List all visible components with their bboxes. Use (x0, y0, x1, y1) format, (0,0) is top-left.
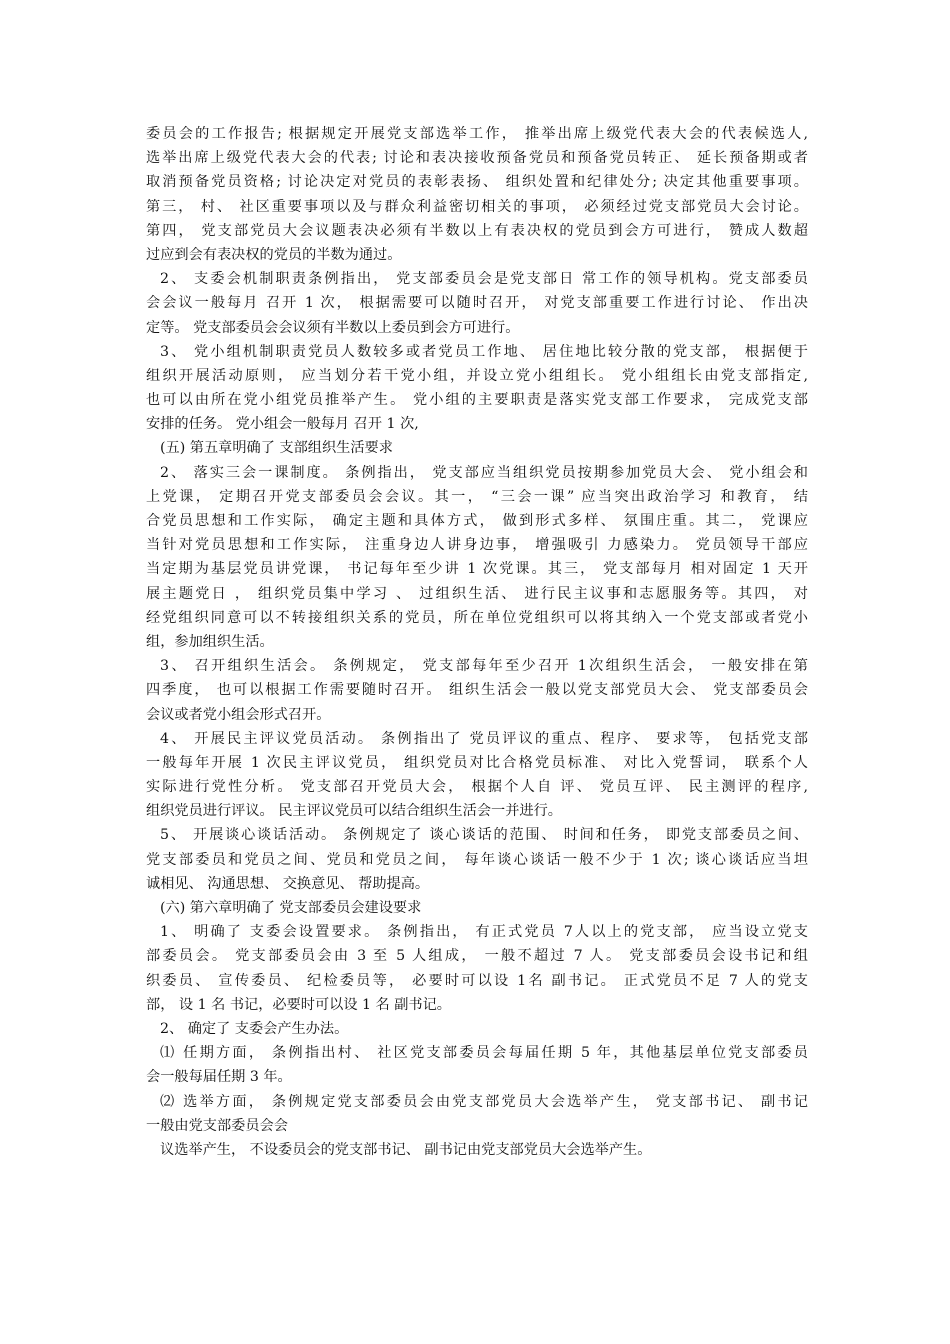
text-line: 当定期为基层党员讲党课， 书记每年至少讲 1 次党课。其三， 党支部每月 相对固定 1 天开 (146, 561, 808, 578)
text-line: ⑵ 选举方面， 条例规定党支部委员会由党支部党员大会选举产生， 党支部书记、 副书记 (160, 1093, 808, 1110)
document-body (146, 122, 808, 1162)
text-line: 部， 设 1 名 书记，必要时可以设 1 名 副书记。 (146, 996, 451, 1013)
text-line: 当针对党员思想和工作实际， 注重身边人讲身边事， 增强吸引 力感染力。 党员领导干部应 (146, 537, 808, 554)
text-line: 展主题党日 ， 组织党员集中学习 、 过组织生活、 进行民主议事和志愿服务等。其四， 对 (146, 585, 808, 602)
text-line: 1、 明确了 支委会设置要求。 条例指出， 有正式党员 7人以上的党支部， 应当设立党支 (160, 924, 808, 941)
text-line: (五) 第五章明确了 支部组织生活要求 (160, 440, 393, 457)
text-line: 5、 开展谈心谈话活动。 条例规定了 谈心谈话的范围、 时间和任务， 即党支部委员之间、 (160, 827, 808, 844)
text-line: 安排的任务。 党小组会一般每月 召开 1 次, (146, 416, 419, 433)
text-line: 2、 支委会机制职责条例指出， 党支部委员会是党支部日 常工作的领导机构。党支部委员 (160, 271, 808, 288)
text-line: 组织党员进行评议。 民主评议党员可以结合组织生活会一并进行。 (146, 803, 562, 820)
text-line: 2、 确定了 支委会产生办法。 (160, 1020, 349, 1037)
text-line: 实际进行党性分析。 党支部召开党员大会， 根据个人自 评、 党员互评、 民主测评的程序, (146, 779, 808, 796)
text-line: 第三， 村、 社区重要事项以及与群众利益密切相关的事项， 必须经过党支部党员大会讨论。 (146, 198, 808, 215)
text-line: 定等。 党支部委员会会议须有半数以上委员到会方可进行。 (146, 319, 520, 336)
text-line: 4、 开展民主评议党员活动。 条例指出了 党员评议的重点、程序、 要求等， 包括党支部 (160, 730, 808, 747)
text-line: 议选举产生， 不设委员会的党支部书记、 副书记由党支部党员大会选举产生。 (160, 1141, 652, 1158)
text-line: 组，参加组织生活。 (146, 633, 274, 650)
text-line: 合党员思想和工作实际， 确定主题和具体方式， 做到形式多样、 氛围庄重。其二， 党课应 (146, 513, 808, 529)
text-line: 部委员会。 党支部委员会由 3 至 5 人组成， 一般不超过 7 人。 党支部委员会设书记和组 (146, 948, 808, 965)
text-line: 会议或者党小组会形式召开。 (146, 706, 331, 723)
text-line: 织委员、 宣传委员、 纪检委员等， 必要时可以设 1名 副书记。 正式党员不足 7 人的党支 (146, 972, 808, 989)
text-line: 四季度， 也可以根据工作需要随时召开。 组织生活会一般以党支部党员大会、 党支部委员会 (146, 682, 808, 699)
text-line: 3、 党小组机制职责党员人数较多或者党员工作地、 居住地比较分散的党支部， 根据便于 (160, 343, 808, 360)
text-line: ⑴ 任期方面， 条例指出村、 社区党支部委员会每届任期 5 年，其他基层单位党支部委员 (160, 1045, 808, 1062)
text-line: 3、 召开组织生活会。 条例规定， 党支部每年至少召开 1次组织生活会， 一般安排在第 (160, 658, 808, 675)
text-line: 组织开展活动原则， 应当划分若干党小组，并设立党小组组长。 党小组组长由党支部指定, (146, 367, 808, 384)
text-line: 诚相见、 沟通思想、 交换意见、 帮助提高。 (146, 875, 430, 892)
text-line: 党支部委员和党员之间、党员和党员之间， 每年谈心谈话一般不少于 1 次; 谈心谈话应当坦 (146, 851, 808, 868)
text-line: 委员会的工作报告; 根据规定开展党支部选举工作， 推举出席上级党代表大会的代表候选人, (146, 126, 808, 142)
text-line: 一般由党支部委员会会 (146, 1117, 288, 1134)
text-line: 取消预备党员资格; 讨论决定对党员的表彰表扬、 组织处置和纪律处分; 决定其他重要事项。 (146, 174, 808, 191)
text-line: 第四， 党支部党员大会议题表决必须有半数以上有表决权的党员到会方可进行， 赞成人数超 (146, 222, 808, 239)
text-line: 一般每年开展 1 次民主评议党员， 组织党员对比合格党员标准、 对比入党誓词， 联系个人 (146, 754, 808, 771)
text-line: (六) 第六章明确了 党支部委员会建设要求 (160, 900, 422, 916)
text-line: 过应到会有表决权的党员的半数为通过。 (146, 246, 402, 263)
text-line: 上党课， 定期召开党支部委员会会议。其一， “三会一课” 应当突出政治学习 和教育， 结 (146, 488, 808, 505)
text-line: 也可以由所在党小组党员推举产生。 党小组的主要职责是落实党支部工作要求， 完成党支部 (146, 392, 808, 409)
text-line: 2、 落实三会一课制度。 条例指出， 党支部应当组织党员按期参加党员大会、 党小组会和 (160, 464, 808, 481)
text-line: 会一般每届任期 3 年。 (146, 1069, 292, 1086)
text-line: 选举出席上级党代表大会的代表; 讨论和表决接收预备党员和预备党员转正、 延长预备期或者 (146, 150, 808, 167)
text-line: 经党组织同意可以不转接组织关系的党员，所在单位党组织可以将其纳入一个党支部或者党小 (146, 609, 808, 626)
text-line: 会会议一般每月 召开 1 次， 根据需要可以随时召开， 对党支部重要工作进行讨论、 作出决 (146, 295, 808, 312)
